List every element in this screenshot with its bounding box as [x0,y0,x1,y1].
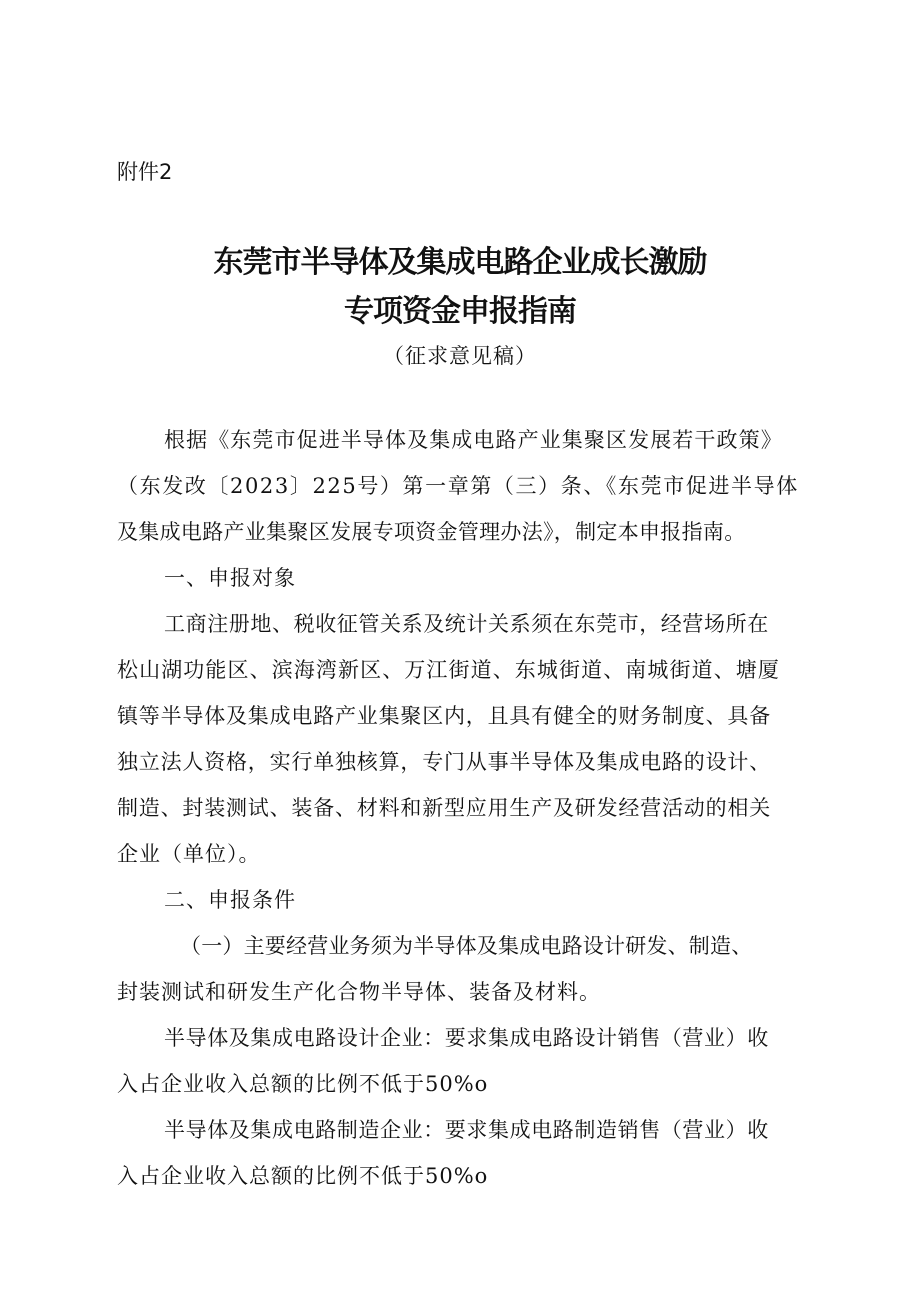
body-line-6: 松山湖功能区、滨海湾新区、万江街道、东城街道、南城街道、塘厦 [117,658,780,682]
body-line-1: 根据《东莞市促进半导体及集成电路产业集聚区发展若干政策》 [164,428,783,452]
body-line-3: 及集成电路产业集聚区发展专项资金管理办法》，制定本申报指南。 [117,520,746,544]
body-line-7: 镇等半导体及集成电路产业集聚区内，且具有健全的财务制度、具备 [117,704,771,728]
design-enterprise-line-2: 入占企业收入总额的比例不低于50%o [117,1072,489,1096]
manufacturing-enterprise-line-1: 半导体及集成电路制造企业：要求集成电路制造销售（营业）收 [164,1118,769,1142]
body-line-5: 工商注册地、税收征管关系及统计关系须在东莞市，经营场所在 [164,612,769,636]
body-line-2: （东发改〔2023〕225号）第一章第（三）条、《东莞市促进半导体 [117,474,799,498]
document-title-line-1: 东莞市半导体及集成电路企业成长激励 [213,245,707,280]
body-line-10: 企业（单位）。 [117,842,261,866]
section-heading-2: 二、申报条件 [164,888,296,912]
body-line-8: 独立法人资格，实行单独核算，专门从事半导体及集成电路的设计、 [117,750,771,774]
attachment-label: 附件2 [117,160,173,184]
body-line-9: 制造、封装测试、装备、材料和新型应用生产及研发经营活动的相关 [117,796,771,820]
condition-item-1-line-1: （一）主要经营业务须为半导体及集成电路设计研发、制造、 [180,934,753,958]
section-heading-1: 一、申报对象 [164,566,296,590]
condition-item-1-line-2: 封装测试和研发生产化合物半导体、装备及材料。 [117,980,601,1004]
document-title-line-2: 专项资金申报指南 [344,294,576,329]
design-enterprise-line-1: 半导体及集成电路设计企业：要求集成电路设计销售（营业）收 [164,1026,769,1050]
draft-subtitle: （征求意见稿） [383,344,537,368]
manufacturing-enterprise-line-2: 入占企业收入总额的比例不低于50%o [117,1164,489,1188]
